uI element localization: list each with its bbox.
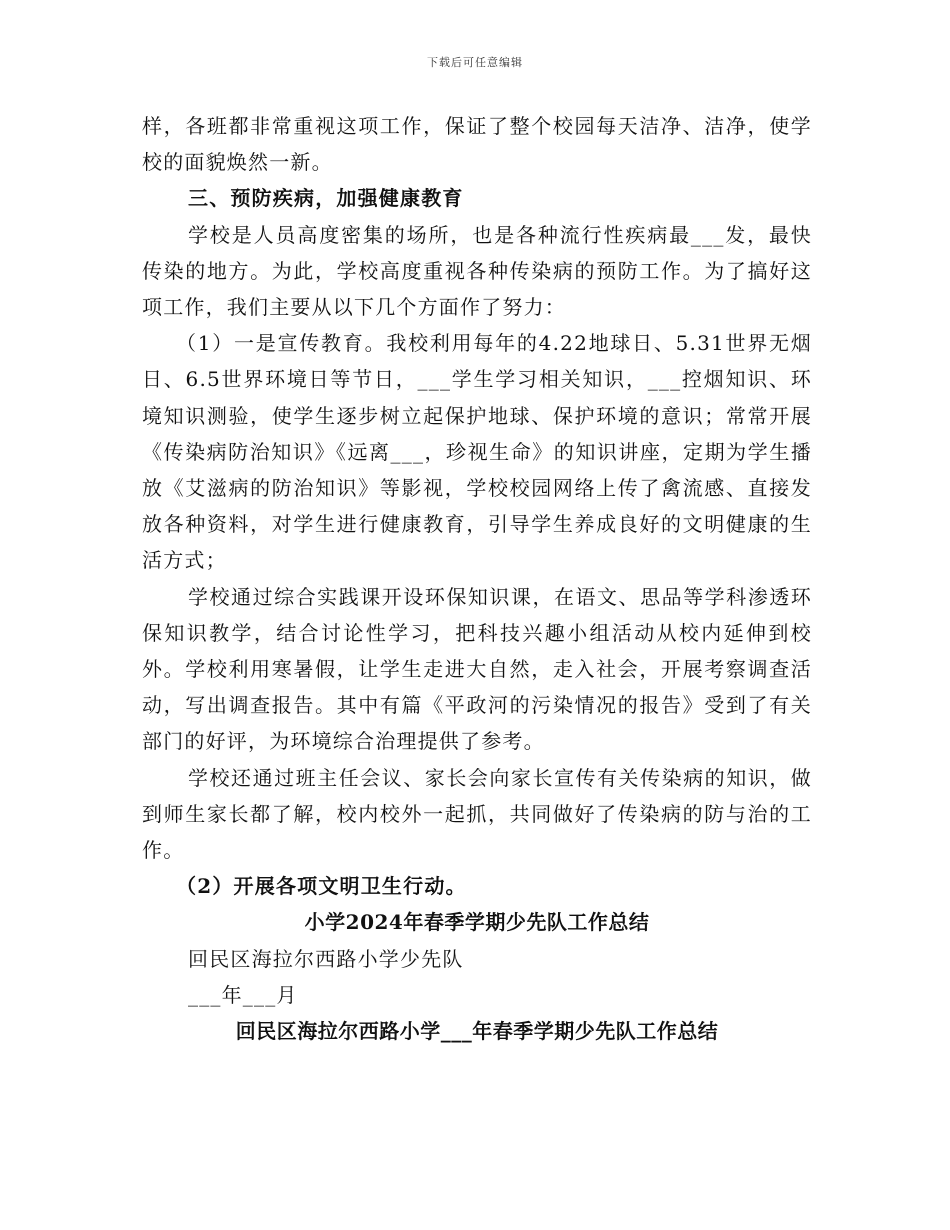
paragraph: （1）一是宣传教育。我校利用每年的4.22地球日、5.31世界无烟日、6.5世界环境日等节日，___学生学习相关知识，___控烟知识、环境知识测验，使学生逐步树立起保护地球、保护环境的意识；常常开展《传染病防治知识》《远离___，珍视生命》的知识讲座，定期为学生播放《艾滋病的防治知识》等影视，学校校园网络上传了禽流感、直接发放各种资料，对学生进行健康教育，引导学生养成良好的文明健康的生活方式； (142, 331, 812, 573)
paragraph: 学校还通过班主任会议、家长会向家长宣传有关传染病的知识，做到师生家长都了解，校内校外一起抓，共同做好了传染病的防与治的工作。 (142, 765, 812, 863)
page-header: 下载后可任意编辑 (427, 56, 523, 69)
document-body (142, 108, 812, 1049)
paragraph: 学校是人员高度密集的场所，也是各种流行性疾病最___发，最快传染的地方。为此，学校高度重视各种传染病的预防工作。为了搞好这项工作，我们主要从以下几个方面作了努力： (142, 222, 812, 320)
paragraph: 学校通过综合实践课开设环保知识课，在语文、思品等学科渗透环保知识教学，结合讨论性学习，把科技兴趣小组活动从校内延伸到校外。学校利用寒暑假，让学生走进大自然，走入社会，开展考察调查活动，写出调查报告。其中有篇《平政河的污染情况的报告》受到了有关部门的好评，为环境综合治理提供了参考。 (142, 584, 812, 754)
author-line: 回民区海拉尔西路小学少先队 (188, 946, 464, 971)
document-title: 小学2024年春季学期少先队工作总结 (304, 910, 650, 935)
subsection-heading: （2）开展各项文明卫生行动。 (176, 874, 467, 899)
date-line: ___年___月 (188, 982, 298, 1007)
paragraph-continued: 样，各班都非常重视这项工作，保证了整个校园每天洁净、洁净，使学校的面貌焕然一新。 (142, 114, 812, 175)
section-heading: 三、预防疾病，加强健康教育 (188, 186, 464, 211)
document-title-full: 回民区海拉尔西路小学___年春季学期少先队工作总结 (235, 1019, 719, 1044)
